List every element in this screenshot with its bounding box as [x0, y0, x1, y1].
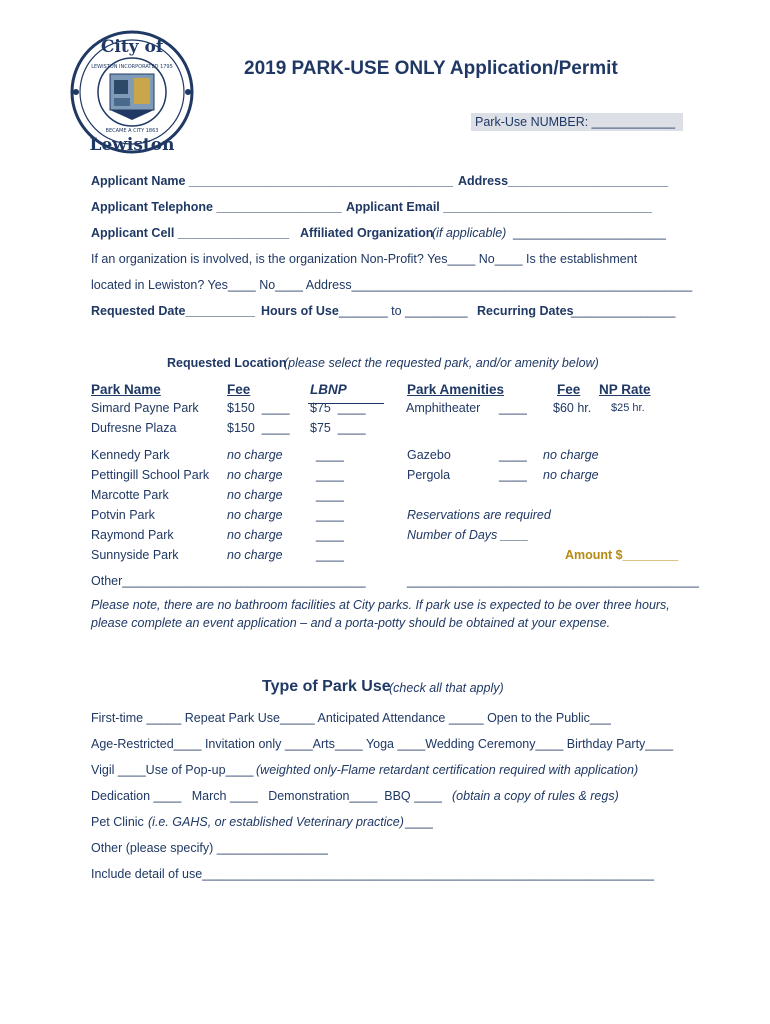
recurring-dates-label: Recurring Dates	[477, 304, 574, 318]
seal-top-text: City of	[100, 37, 164, 57]
pet-clinic-hint: (i.e. GAHS, or established Veterinary practice)	[148, 815, 404, 829]
park-lbnp-option[interactable]: $75 ____	[310, 401, 366, 415]
pop-up-note: (weighted only-Flame retardant certification required with application)	[256, 763, 639, 777]
applicant-email-field[interactable]: Applicant Email ______________________________	[346, 200, 652, 214]
park-name: Kennedy Park	[91, 448, 170, 462]
address-field[interactable]: Address_______________________	[458, 174, 668, 188]
applicant-telephone-field[interactable]: Applicant Telephone __________________	[91, 200, 342, 214]
amenity-gazebo-option[interactable]: ____	[499, 448, 527, 462]
park-lbnp-option[interactable]: ____	[316, 468, 344, 482]
park-fee: no charge	[227, 508, 283, 522]
seal-bottom-text: Lewiston	[89, 135, 175, 155]
recurring-dates-field[interactable]: _______________	[571, 304, 676, 318]
other-use-field[interactable]: Other (please specify) ________________	[91, 841, 328, 855]
column-amenity-fee: Fee	[557, 382, 581, 397]
amenity-gazebo-fee: no charge	[543, 448, 599, 462]
park-fee: no charge	[227, 488, 283, 502]
park-use-number-field[interactable]: Park-Use NUMBER: ____________	[471, 113, 683, 131]
use-type-row-dedication[interactable]: Dedication ____ March ____ Demonstration____ BBQ ____	[91, 789, 442, 803]
number-of-days-field[interactable]: Number of Days ____	[407, 528, 529, 542]
non-profit-question[interactable]: If an organization is involved, is the organization Non-Profit? Yes____ No____ Is the establishment	[91, 252, 638, 266]
applicant-name-field[interactable]: Applicant Name ______________________________________	[91, 174, 454, 188]
hours-of-use-label: Hours of Use	[261, 304, 339, 318]
amenity-name-gazebo: Gazebo	[407, 448, 451, 462]
bbq-note: (obtain a copy of rules & regs)	[452, 789, 619, 803]
column-lbnp: LBNP	[310, 382, 347, 397]
requested-date-field[interactable]: Requested Date__________	[91, 304, 255, 318]
use-type-row-first-time[interactable]: First-time _____ Repeat Park Use_____ Anticipated Attendance _____ Open to the Public___	[91, 711, 611, 725]
park-name: Pettingill School Park	[91, 468, 210, 482]
bathroom-note-line2: please complete an event application – and a porta-potty should be obtained at your expense.	[91, 616, 611, 630]
other-park-field[interactable]: Other___________________________________	[91, 574, 366, 588]
pet-clinic-option[interactable]: ____	[405, 815, 433, 829]
park-name: Sunnyside Park	[91, 548, 179, 562]
park-fee: no charge	[227, 548, 283, 562]
column-park-amenities: Park Amenities	[407, 382, 505, 397]
page-title: 2019 PARK-USE ONLY Application/Permit	[244, 58, 618, 79]
detail-of-use-field[interactable]: Include detail of use_________________________________________________________________	[91, 867, 655, 881]
seal-ring-top-text: LEWISTON INCORPORATED 1795	[91, 64, 173, 70]
other-amenity-field[interactable]: __________________________________________	[407, 574, 699, 588]
located-in-lewiston-question[interactable]: located in Lewiston? Yes____ No____ Address_________________________________________________	[91, 278, 693, 292]
amenity-pergola-option[interactable]: ____	[499, 468, 527, 482]
applicant-cell-field[interactable]: Applicant Cell ________________	[91, 226, 290, 240]
park-lbnp-option[interactable]: ____	[316, 548, 344, 562]
amenity-name-pergola: Pergola	[407, 468, 451, 482]
amenity-amphitheater-np-rate: $25 hr.	[611, 402, 645, 414]
type-of-park-use-title: Type of Park Use	[262, 678, 391, 695]
use-type-row-vigil[interactable]: Vigil ____Use of Pop-up____	[91, 763, 254, 777]
pet-clinic-label: Pet Clinic	[91, 815, 144, 829]
type-of-park-use-hint: (check all that apply)	[389, 681, 504, 695]
park-lbnp-option[interactable]: ____	[316, 508, 344, 522]
requested-location-hint: (please select the requested park, and/or amenity below)	[284, 356, 599, 370]
affiliated-organization-label: Affiliated Organization	[300, 226, 434, 240]
amenity-amphitheater-option[interactable]: ____	[499, 401, 527, 415]
park-lbnp-option[interactable]: ____	[316, 528, 344, 542]
park-fee: no charge	[227, 528, 283, 542]
requested-location-label: Requested Location	[167, 356, 287, 370]
park-fee-option[interactable]: $150 ____	[227, 421, 290, 435]
park-name: Marcotte Park	[91, 488, 169, 502]
column-park-name: Park Name	[91, 382, 161, 397]
reservations-note: Reservations are required	[407, 508, 551, 522]
amenity-pergola-fee: no charge	[543, 468, 599, 482]
park-name: Simard Payne Park	[91, 401, 199, 415]
affiliated-organization-hint: (if applicable)	[432, 226, 507, 240]
hours-of-use-field[interactable]: _______ to _________	[339, 304, 468, 318]
use-type-row-age-restricted[interactable]: Age-Restricted____ Invitation only ____Arts____ Yoga ____Wedding Ceremony____ Birthday Party____	[91, 737, 674, 751]
affiliated-organization-field[interactable]: ______________________	[513, 226, 666, 240]
amount-field[interactable]: Amount $________	[565, 548, 679, 562]
park-name: Dufresne Plaza	[91, 421, 177, 435]
bathroom-note-line1: Please note, there are no bathroom facilities at City parks. If park use is expected to be over three hours,	[91, 598, 670, 612]
park-fee: no charge	[227, 468, 283, 482]
park-lbnp-option[interactable]: ____	[316, 448, 344, 462]
column-np-rate: NP Rate	[599, 382, 651, 397]
amenity-amphitheater-fee: $60 hr.	[553, 401, 592, 415]
park-lbnp-option[interactable]: $75 ____	[310, 421, 366, 435]
park-name: Raymond Park	[91, 528, 174, 542]
amenity-name-amphitheater: Amphitheater	[406, 401, 481, 415]
column-fee: Fee	[227, 382, 251, 397]
park-lbnp-option[interactable]: ____	[316, 488, 344, 502]
park-name: Potvin Park	[91, 508, 155, 522]
seal-ring-bottom-text: BECAME A CITY 1863	[105, 128, 159, 134]
park-fee-option[interactable]: $150 ____	[227, 401, 290, 415]
park-fee: no charge	[227, 448, 283, 462]
city-seal-logo	[70, 22, 198, 162]
